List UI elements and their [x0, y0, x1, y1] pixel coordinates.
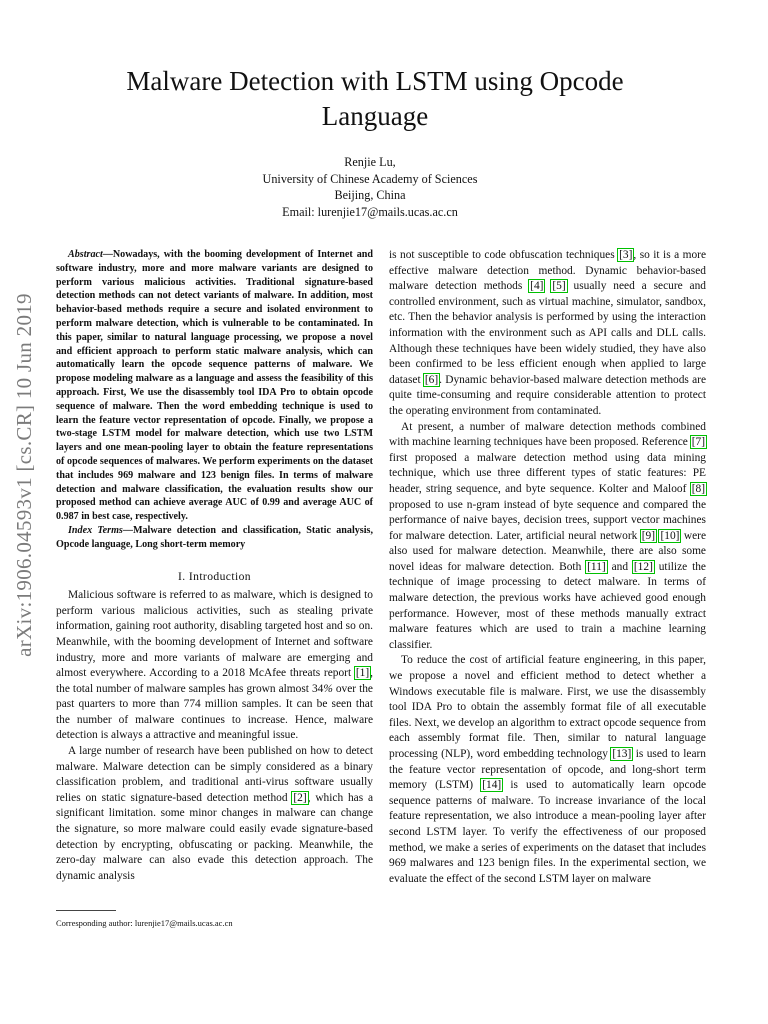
author-email: Email: lurenjie17@mails.ucas.ac.cn [282, 204, 458, 219]
author-block [200, 154, 540, 220]
intro-paragraph-2: A large number of research have been published on how to detect malware. Malware detection can be simply considered as a binary classification problem, and traditional anti-virus software usually relies on static signature-based detection method [2], which has a significant limitation. some minor changes in malware can change the signature, so more malware could easily evade signature-based detection by encrypting, obfuscating or packing. Meanwhile, the zero-day malware can also evade this detection approach. The dynamic analysis [56, 745, 374, 882]
left-column [56, 248, 373, 884]
footnote: Corresponding author: lurenjie17@mails.ucas.ac.cn [56, 918, 233, 928]
citation-link[interactable]: [5] [552, 280, 566, 293]
citation-link[interactable]: [14] [482, 779, 502, 792]
intro-paragraph-5: To reduce the cost of artificial feature engineering, in this paper, we propose a novel and efficient method to detect whether a Windows executable file is malware. First, we use the disassembly tool IDA Pro to obtain the assembly format file of all executable files. Next, we develop an algorithm to extract opcode sequence from each assembly format file. Then, similar to natural language processing (NLP), word embedding technology [13] is used to learn the feature vector representation of opcode, and long-short term memory (LSTM) [14] is used to automatically learn opcode sequence patterns of malware. To increase invariance of the local feature representation, we also introduce a mean-pooling layer after second LSTM layer. To verify the effectiveness of our proposed method, we make a series of experiments on the dataset that includes 969 malwares and 123 benign files. In the experimental section, we evaluate the effect of the second LSTM layer on malware [389, 654, 706, 885]
citation-link[interactable]: [1] [355, 667, 370, 680]
citation-link[interactable]: [11] [587, 560, 606, 573]
citation-link[interactable]: [9] [641, 529, 656, 542]
citation-link[interactable]: [7] [691, 436, 705, 449]
citation-link[interactable]: [13] [612, 748, 632, 760]
citation-link[interactable]: [2] [293, 791, 307, 804]
citation-link[interactable]: [10] [660, 529, 680, 542]
citation-link[interactable]: [3] [619, 249, 633, 261]
intro-paragraph-3: is not susceptible to code obfuscation techniques [3], so it is a more effective malware detection method. Dynamic behavior-based malware detection methods [4] [5] usually need a secure and controlled environment, such as virtual machine, simulator, sandbox, etc. Then the behavior analysis is performed by using the interaction information with the environment such as API calls and DLL calls. Although these techniques have been widely studied, they have also been confirmed to be less efficient enough when applied to large dataset [6]. Dynamic behavior-based malware detection methods are quite time-consuming and require considerable attention to protect the operating environment from contaminated. [389, 249, 707, 417]
intro-paragraph-4: At present, a number of malware detection methods combined with machine learning techniques have been proposed. Reference [7] first proposed a malware detection method using data mining technique, which use three different types of static features: PE header, string sequence, and byte sequence. Kolter and Maloof [8] proposed to use n-gram instead of byte sequence and compared the performance of naive bayes, decision trees, support vector machines for malware detection. Later, artificial neural network [9] [10] were also used for malware detection. Meanwhile, there are also some novel ideas for malware detection. Both [11] and [12] utilize the technique of image processing to detect malware. In terms of malware detection, the previous works have achieved good enough performance. However, most of these methods manually extract malware features which are used to train a machine learning classifier. [389, 420, 706, 651]
citation-link[interactable]: [12] [633, 560, 653, 573]
author-location: Beijing, China [334, 188, 406, 202]
right-column [389, 248, 706, 887]
footnote-rule [56, 910, 116, 911]
citation-link[interactable]: [8] [691, 482, 705, 495]
index-terms-text: —Malware detection and classification, Static analysis, Opcode language, Long short-term memory [56, 524, 373, 550]
abstract [56, 248, 373, 552]
abstract-label: Abstract [68, 249, 103, 260]
author-affiliation: University of Chinese Academy of Sciences [262, 171, 478, 186]
author-name: Renjie Lu, [344, 155, 396, 169]
index-terms-label: Index Terms [68, 524, 123, 536]
citation-link[interactable]: [6] [424, 373, 439, 386]
section-heading-introduction: I. Introduction [178, 569, 251, 583]
arxiv-stamp-text: arXiv:1906.04593v1 [cs.CR] 10 Jun 2019 [12, 293, 36, 657]
intro-paragraph-1: Malicious software is referred to as malware, which is designed to perform various malicious activities, such as stealing private information, gaining root authority, disabling targeted host and so on. Meanwhile, with the booming development of Internet and software industry, more and more variants of malware are emerging and almost everywhere. According to a 2018 McAfee threats report [1], the total number of malware samples has grown almost 34% over the past quarters to more than 774 million samples. It can be seen that the number of malware continues to increase. Hence, malware detection is always a attractive and meaningful issue. [56, 589, 373, 742]
paper-title: Malware Detection with LSTM using Opcode Language [126, 66, 624, 131]
citation-link[interactable]: [4] [530, 280, 544, 293]
abstract-text: —Nowadays, with the booming development of Internet and software industry, more and more malware variants are designed to perform various malicious activities. Traditional signature-based detection methods can not detect variants of malware. In addition, most behavior-based methods require a secure and isolated environment to perform malware detection, which is vulnerable to be contaminated. In this paper, similar to natural language processing, we propose a novel and efficient approach to perform static malware analysis, which can automatically learn the opcode sequence patterns of malware. We propose modeling malware as a language and assess the feasibility of this approach. First, We use the disassembly tool IDA Pro to obtain opcode sequence of malware. Then the word embedding technique is used to learn the feature vector representation of opcode. Finally, we propose a two-stage LSTM model for malware detection, which use two LSTM layers and one mean-pooling layer to obtain the feature representations of opcode sequences of malwares. We perform experiments on the dataset that includes 969 malware and 123 benign files. In terms of malware detection and malware classification, the evaluation results show our proposed method can achieve average AUC of 0.99 and average AUC of 0.987 in best case, respectively. [56, 249, 373, 523]
